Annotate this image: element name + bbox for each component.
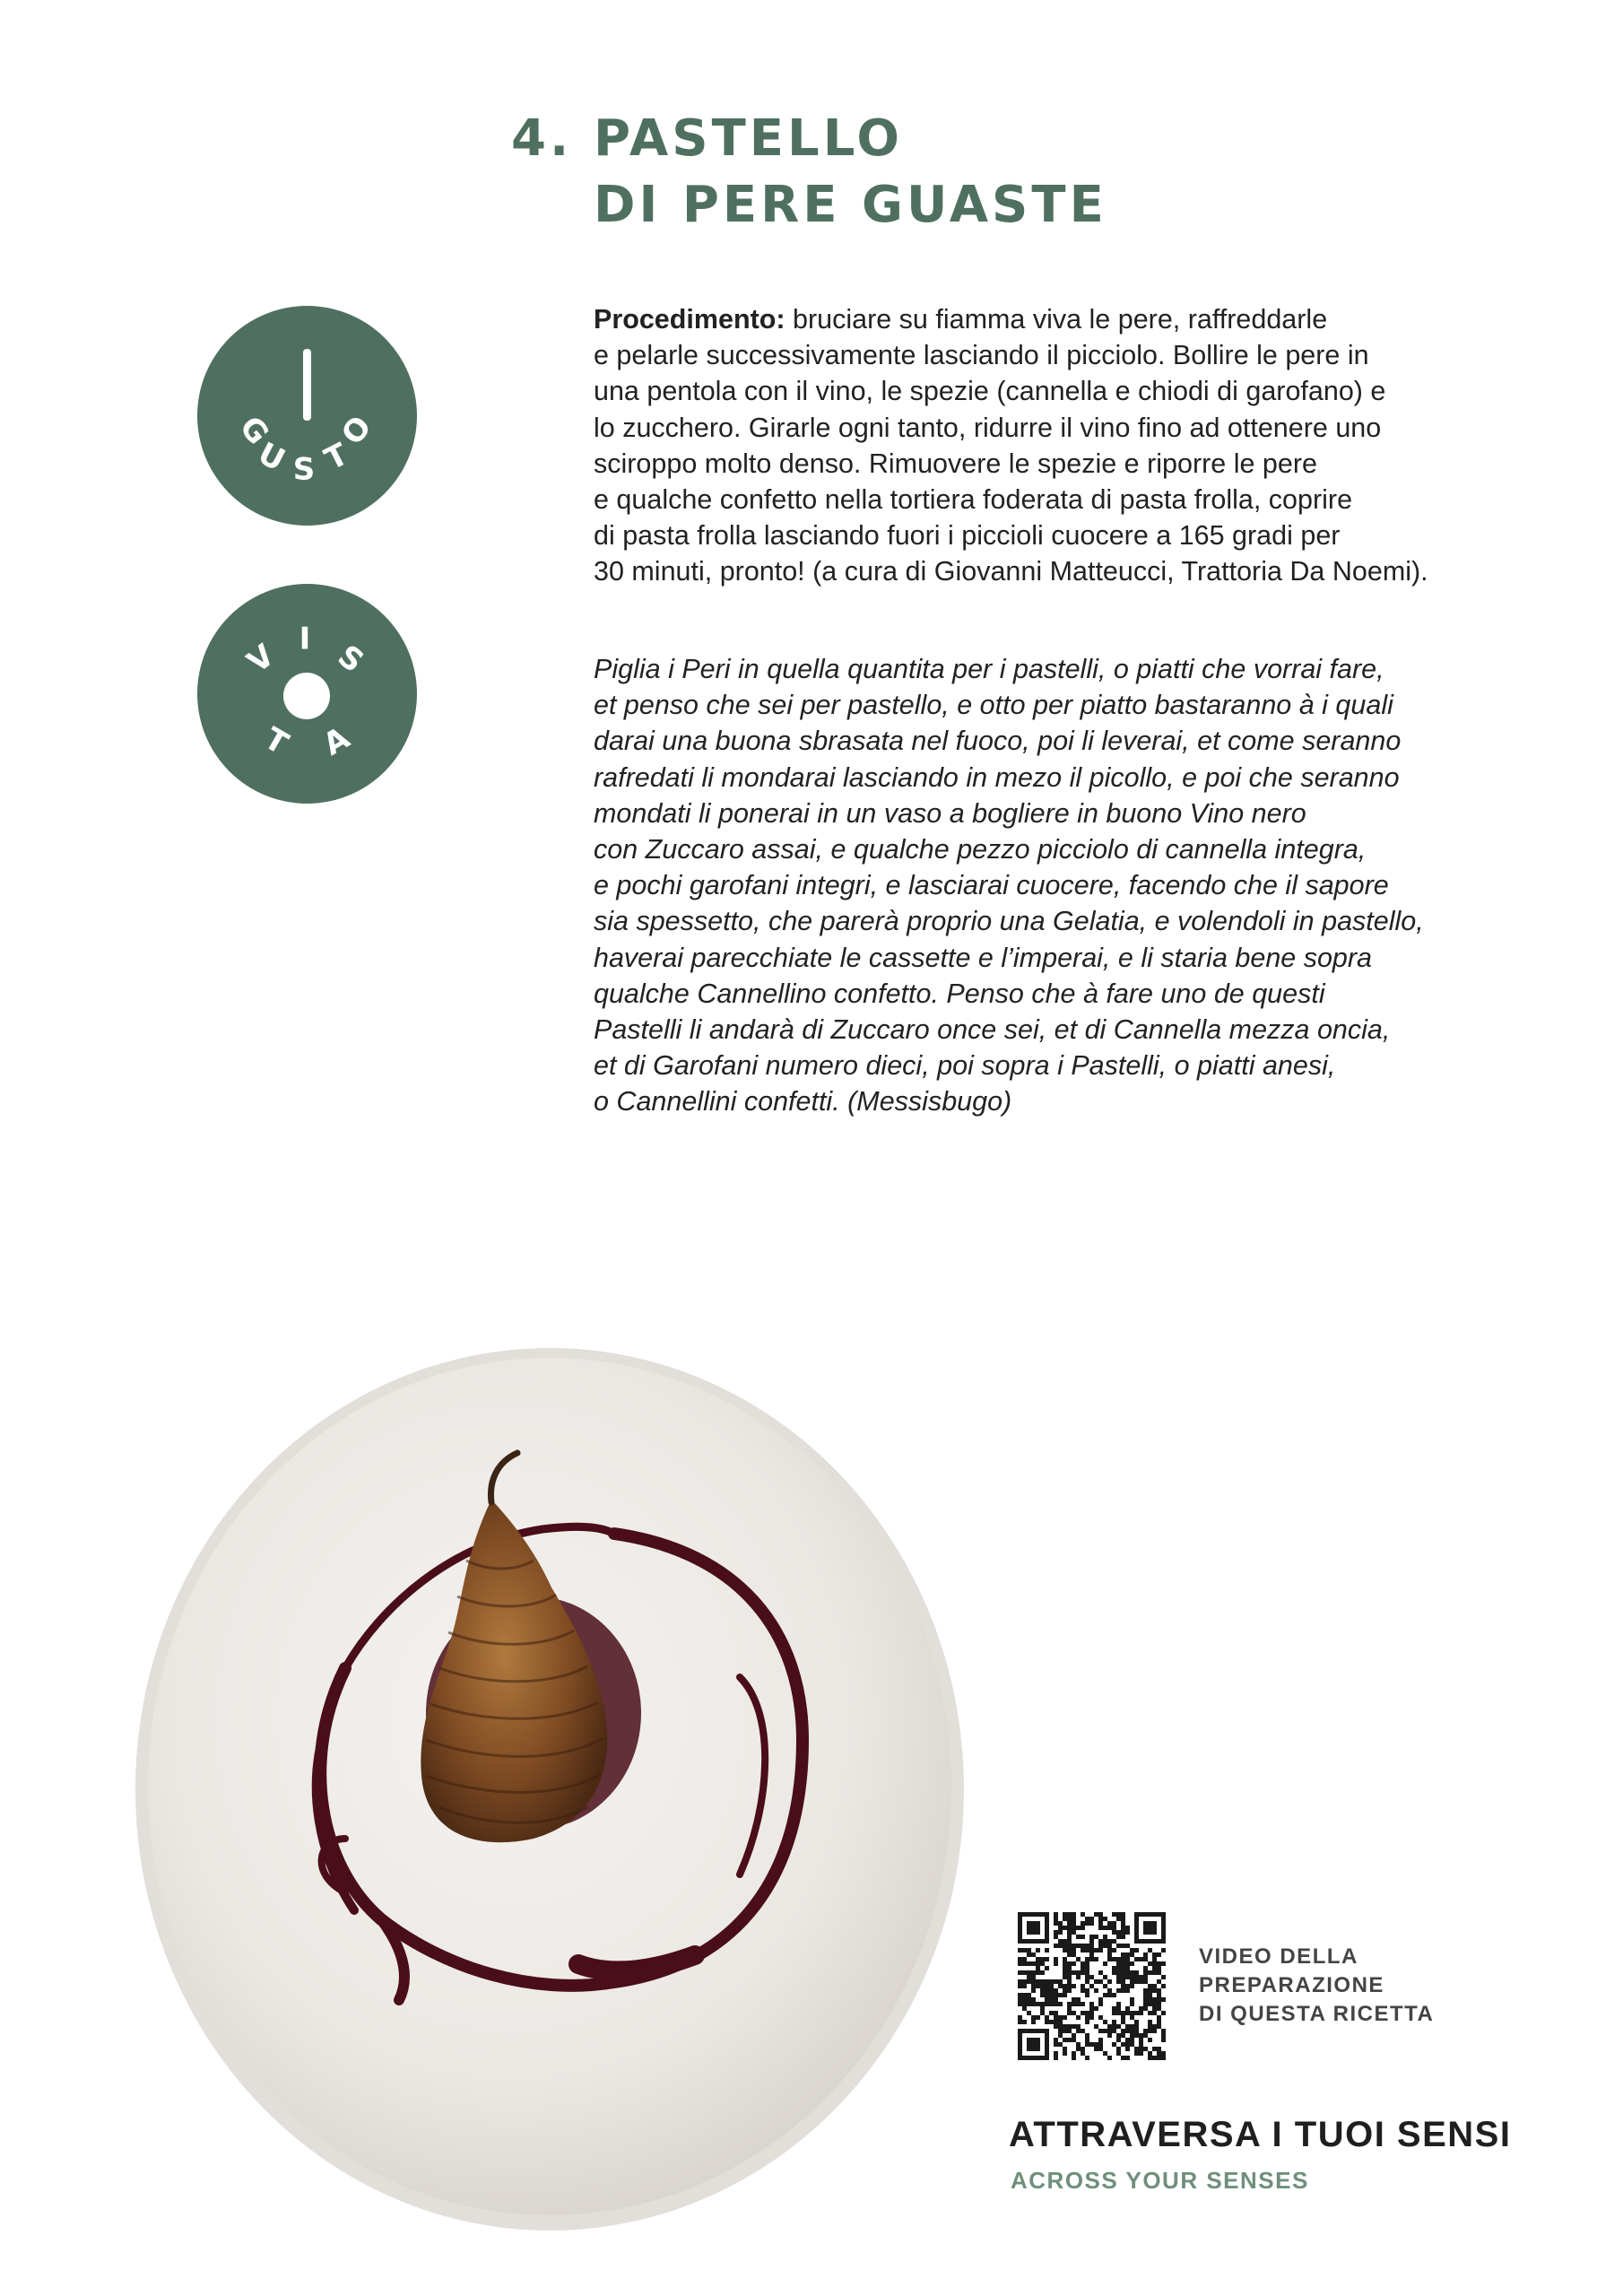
- gusto-letter-u: U: [252, 435, 291, 479]
- gusto-letter-o: O: [334, 409, 379, 452]
- gusto-bar-icon: [303, 349, 311, 421]
- recipe-title-line-2: DI PERE GUASTE: [594, 176, 1107, 234]
- video-caption-line: VIDEO DELLA: [1199, 1944, 1358, 1969]
- procedure-line: una pentola con il vino, le spezie (cannella e chiodi di garofano) e: [594, 376, 1386, 407]
- vista-letter-a: A: [317, 719, 356, 763]
- vista-letter-t: T: [257, 720, 294, 762]
- recipe-number: 4.: [511, 109, 573, 168]
- procedure-line: 30 minuti, pronto! (a cura di Giovanni Matteucci, Trattoria Da Noemi).: [594, 556, 1428, 587]
- procedure-label: Procedimento:: [594, 304, 785, 335]
- gusto-letter-g: G: [231, 409, 276, 452]
- quote-line: Pastelli li andarà di Zuccaro once sei, et di Cannella mezza oncia,: [594, 1014, 1391, 1046]
- quote-line: qualche Cannellino confetto. Penso che à fare uno de questi: [594, 978, 1325, 1009]
- quote-line: et di Garofani numero dieci, poi sopra i Pastelli, o piatti anesi,: [594, 1050, 1336, 1082]
- quote-line: e pochi garofani integri, e lasciarai cuocere, facendo che il sapore: [594, 870, 1389, 901]
- gusto-badge-icon: [197, 306, 417, 526]
- video-caption: [1199, 1943, 1434, 2029]
- procedure-line: di pasta frolla lasciando fuori i piccioli cuocere a 165 gradi per: [594, 520, 1341, 552]
- procedure-text: [594, 301, 1535, 590]
- gusto-letter-s: S: [292, 451, 316, 488]
- qr-code[interactable]: [1018, 1912, 1166, 2060]
- procedure-line: sciroppo molto denso. Rimuovere le spezie e riporre le pere: [594, 448, 1317, 479]
- tagline-italian: ATTRAVERSA I TUOI SENSI: [1009, 2115, 1512, 2154]
- quote-line: mondati li ponerai in un vaso a bogliere in buono Vino nero: [594, 797, 1306, 829]
- vista-letter-i: I: [299, 621, 311, 657]
- quote-line: Piglia i Peri in quella quantita per i pastelli, o piatti che vorrai fare,: [594, 654, 1384, 684]
- recipe-title-line-1: PASTELLO: [594, 109, 904, 168]
- vista-letter-v: V: [240, 637, 282, 681]
- quote-line: sia spessetto, che parerà proprio una Gelatia, e volendoli in pastello,: [594, 906, 1424, 937]
- quote-line: rafredati li mondarai lasciando in mezo il picollo, e poi che seranno: [594, 761, 1400, 793]
- video-caption-line: DI QUESTA RICETTA: [1199, 2002, 1435, 2026]
- quote-line: o Cannellini confetti. (Messisbugo): [594, 1086, 1012, 1118]
- quote-line: darai una buona sbrasata nel fuoco, poi li leverai, et come seranno: [594, 726, 1402, 757]
- procedure-line: bruciare su fiamma viva le pere, raffreddarle: [785, 304, 1328, 335]
- vista-letter-s: S: [330, 638, 370, 681]
- video-caption-line: PREPARAZIONE: [1199, 1973, 1384, 1997]
- procedure-line: lo zucchero. Girarle ogni tanto, ridurre il vino fino ad ottenere uno: [594, 412, 1382, 443]
- gusto-letter-t: T: [318, 436, 354, 478]
- vista-eye-icon: [283, 673, 330, 719]
- recipe-title: [511, 106, 1107, 239]
- quote-line: con Zuccaro assai, e qualche pezzo picciolo di cannella integra,: [594, 834, 1367, 865]
- quote-line: haverai parecchiate le cassette e l’imperai, e li staria bene sopra: [594, 942, 1373, 973]
- dish-photo: [112, 1336, 973, 2260]
- procedure-line: e qualche confetto nella tortiera foderata di pasta frolla, coprire: [594, 484, 1353, 516]
- procedure-line: e pelarle successivamente lasciando il picciolo. Bollire le pere in: [594, 340, 1369, 371]
- vista-badge-icon: [197, 584, 417, 804]
- historic-quote: [594, 651, 1535, 1120]
- tagline-english: ACROSS YOUR SENSES: [1011, 2167, 1309, 2194]
- quote-line: et penso che sei per pastello, e otto per piatto bastaranno à i quali: [594, 690, 1393, 721]
